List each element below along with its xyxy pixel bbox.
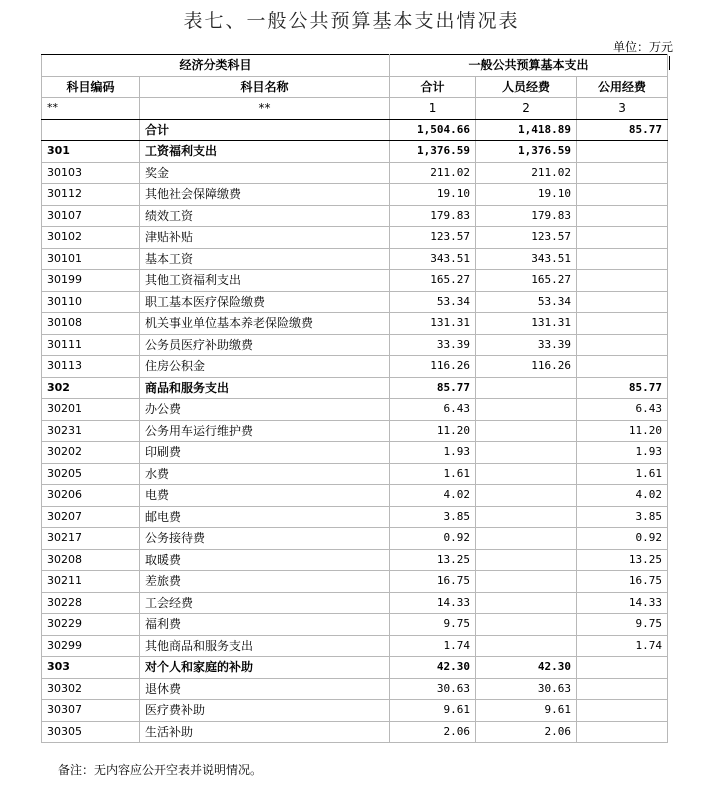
code-column-header: 科目编码 — [42, 76, 140, 98]
row-personnel — [476, 635, 577, 657]
row-personnel: 211.02 — [476, 162, 577, 184]
row-public — [577, 227, 668, 249]
row-total: 3.85 — [390, 506, 476, 528]
table-row — [42, 291, 668, 313]
row-total: 1,504.66 — [390, 119, 476, 141]
row-code: 30307 — [42, 700, 140, 722]
row-total: 11.20 — [390, 420, 476, 442]
code-marker: ** — [42, 98, 140, 120]
budget-table — [41, 54, 668, 743]
row-code: 30305 — [42, 721, 140, 743]
total-column-header: 合计 — [390, 76, 476, 98]
row-name: 差旅费 — [140, 571, 390, 593]
row-name: 津贴补贴 — [140, 227, 390, 249]
row-total: 1.74 — [390, 635, 476, 657]
row-code: 30208 — [42, 549, 140, 571]
row-personnel — [476, 549, 577, 571]
row-total: 123.57 — [390, 227, 476, 249]
row-personnel: 2.06 — [476, 721, 577, 743]
row-public: 6.43 — [577, 399, 668, 421]
row-name: 办公费 — [140, 399, 390, 421]
table-row — [42, 227, 668, 249]
table-row — [42, 334, 668, 356]
row-code: 30205 — [42, 463, 140, 485]
table-row — [42, 248, 668, 270]
row-personnel: 42.30 — [476, 657, 577, 679]
row-name: 公务接待费 — [140, 528, 390, 550]
row-name: 水费 — [140, 463, 390, 485]
row-personnel — [476, 399, 577, 421]
row-code: 303 — [42, 657, 140, 679]
row-code: 30211 — [42, 571, 140, 593]
row-personnel — [476, 506, 577, 528]
row-total: 1.61 — [390, 463, 476, 485]
row-public — [577, 205, 668, 227]
row-public: 3.85 — [577, 506, 668, 528]
row-total: 14.33 — [390, 592, 476, 614]
row-personnel: 131.31 — [476, 313, 577, 335]
row-public — [577, 162, 668, 184]
table-row — [42, 162, 668, 184]
row-code: 30228 — [42, 592, 140, 614]
row-code: 30107 — [42, 205, 140, 227]
row-total: 53.34 — [390, 291, 476, 313]
row-personnel: 116.26 — [476, 356, 577, 378]
row-total: 179.83 — [390, 205, 476, 227]
row-total: 42.30 — [390, 657, 476, 679]
row-total: 9.61 — [390, 700, 476, 722]
row-public: 4.02 — [577, 485, 668, 507]
budget-group-header: 一般公共预算基本支出 — [390, 55, 668, 77]
row-name: 公务员医疗补助缴费 — [140, 334, 390, 356]
table-row — [42, 549, 668, 571]
row-total: 1,376.59 — [390, 141, 476, 163]
row-personnel: 19.10 — [476, 184, 577, 206]
row-public — [577, 248, 668, 270]
row-total: 165.27 — [390, 270, 476, 292]
row-public: 1.74 — [577, 635, 668, 657]
row-personnel — [476, 528, 577, 550]
table-row — [42, 528, 668, 550]
row-total: 116.26 — [390, 356, 476, 378]
table-row — [42, 442, 668, 464]
row-personnel — [476, 614, 577, 636]
row-code: 30112 — [42, 184, 140, 206]
row-personnel: 1,376.59 — [476, 141, 577, 163]
row-code: 30217 — [42, 528, 140, 550]
row-name: 其他工资福利支出 — [140, 270, 390, 292]
row-code: 30229 — [42, 614, 140, 636]
row-public — [577, 141, 668, 163]
row-public — [577, 678, 668, 700]
name-marker: ** — [140, 98, 390, 120]
row-personnel: 343.51 — [476, 248, 577, 270]
table-row — [42, 313, 668, 335]
row-public: 11.20 — [577, 420, 668, 442]
row-name: 其他社会保障缴费 — [140, 184, 390, 206]
table-row — [42, 657, 668, 679]
row-total: 9.75 — [390, 614, 476, 636]
row-name: 绩效工资 — [140, 205, 390, 227]
row-personnel: 179.83 — [476, 205, 577, 227]
row-public: 85.77 — [577, 119, 668, 141]
row-name: 职工基本医疗保险缴费 — [140, 291, 390, 313]
row-code: 30231 — [42, 420, 140, 442]
row-code: 30206 — [42, 485, 140, 507]
row-personnel: 53.34 — [476, 291, 577, 313]
table-row — [42, 356, 668, 378]
row-name: 合计 — [140, 119, 390, 141]
footnote: 备注：无内容应公开空表并说明情况。 — [58, 763, 263, 777]
row-code: 30201 — [42, 399, 140, 421]
row-code: 30102 — [42, 227, 140, 249]
row-total: 19.10 — [390, 184, 476, 206]
row-personnel — [476, 485, 577, 507]
table-row — [42, 463, 668, 485]
text-cursor — [669, 56, 670, 70]
row-code: 30103 — [42, 162, 140, 184]
row-code: 30108 — [42, 313, 140, 335]
row-personnel: 33.39 — [476, 334, 577, 356]
row-total: 2.06 — [390, 721, 476, 743]
row-personnel — [476, 463, 577, 485]
table-row — [42, 571, 668, 593]
row-total: 131.31 — [390, 313, 476, 335]
row-name: 福利费 — [140, 614, 390, 636]
row-name: 住房公积金 — [140, 356, 390, 378]
row-personnel — [476, 571, 577, 593]
row-code: 30207 — [42, 506, 140, 528]
table-row — [42, 141, 668, 163]
row-name: 对个人和家庭的补助 — [140, 657, 390, 679]
row-personnel: 9.61 — [476, 700, 577, 722]
row-public: 1.61 — [577, 463, 668, 485]
row-total: 16.75 — [390, 571, 476, 593]
row-public — [577, 184, 668, 206]
row-public — [577, 657, 668, 679]
row-public — [577, 700, 668, 722]
row-public: 13.25 — [577, 549, 668, 571]
row-public: 14.33 — [577, 592, 668, 614]
row-name: 取暖费 — [140, 549, 390, 571]
row-total: 6.43 — [390, 399, 476, 421]
row-public: 85.77 — [577, 377, 668, 399]
row-code: 30299 — [42, 635, 140, 657]
row-name: 工会经费 — [140, 592, 390, 614]
row-personnel: 123.57 — [476, 227, 577, 249]
table-row — [42, 377, 668, 399]
row-personnel: 30.63 — [476, 678, 577, 700]
row-public — [577, 334, 668, 356]
table-row — [42, 119, 668, 141]
row-public: 9.75 — [577, 614, 668, 636]
row-code: 30110 — [42, 291, 140, 313]
row-public — [577, 270, 668, 292]
row-name: 印刷费 — [140, 442, 390, 464]
row-personnel — [476, 442, 577, 464]
row-name: 公务用车运行维护费 — [140, 420, 390, 442]
index-3: 3 — [577, 98, 668, 120]
row-total: 0.92 — [390, 528, 476, 550]
row-public: 1.93 — [577, 442, 668, 464]
table-row — [42, 184, 668, 206]
row-name: 医疗费补助 — [140, 700, 390, 722]
row-code: 30101 — [42, 248, 140, 270]
table-row — [42, 506, 668, 528]
row-code: 30302 — [42, 678, 140, 700]
index-2: 2 — [476, 98, 577, 120]
table-row — [42, 205, 668, 227]
table-row — [42, 678, 668, 700]
row-name: 退休费 — [140, 678, 390, 700]
row-personnel — [476, 377, 577, 399]
public-column-header: 公用经费 — [577, 76, 668, 98]
table-row — [42, 270, 668, 292]
table-row — [42, 592, 668, 614]
row-name: 奖金 — [140, 162, 390, 184]
row-code: 30202 — [42, 442, 140, 464]
row-total: 85.77 — [390, 377, 476, 399]
row-personnel — [476, 420, 577, 442]
row-total: 211.02 — [390, 162, 476, 184]
row-public — [577, 313, 668, 335]
row-total: 30.63 — [390, 678, 476, 700]
table-row — [42, 700, 668, 722]
row-code: 302 — [42, 377, 140, 399]
row-code: 30113 — [42, 356, 140, 378]
row-total: 1.93 — [390, 442, 476, 464]
page-title: 表七、一般公共预算基本支出情况表 — [183, 10, 520, 32]
row-name: 商品和服务支出 — [140, 377, 390, 399]
row-name: 电费 — [140, 485, 390, 507]
row-personnel — [476, 592, 577, 614]
table-row — [42, 721, 668, 743]
unit-label: 单位：万元 — [612, 40, 673, 54]
row-public — [577, 291, 668, 313]
row-name: 邮电费 — [140, 506, 390, 528]
row-personnel: 1,418.89 — [476, 119, 577, 141]
table-body — [42, 119, 668, 743]
row-public: 16.75 — [577, 571, 668, 593]
row-personnel: 165.27 — [476, 270, 577, 292]
table-row — [42, 399, 668, 421]
table-row — [42, 485, 668, 507]
row-name: 生活补助 — [140, 721, 390, 743]
table-row — [42, 614, 668, 636]
row-total: 33.39 — [390, 334, 476, 356]
row-total: 343.51 — [390, 248, 476, 270]
row-code: 30111 — [42, 334, 140, 356]
name-column-header: 科目名称 — [140, 76, 390, 98]
row-name: 基本工资 — [140, 248, 390, 270]
row-public: 0.92 — [577, 528, 668, 550]
table-row — [42, 635, 668, 657]
row-name: 工资福利支出 — [140, 141, 390, 163]
row-code: 30199 — [42, 270, 140, 292]
row-name: 其他商品和服务支出 — [140, 635, 390, 657]
personnel-column-header: 人员经费 — [476, 76, 577, 98]
row-public — [577, 721, 668, 743]
row-public — [577, 356, 668, 378]
row-code — [42, 119, 140, 141]
row-name: 机关事业单位基本养老保险缴费 — [140, 313, 390, 335]
index-1: 1 — [390, 98, 476, 120]
row-total: 4.02 — [390, 485, 476, 507]
row-code: 301 — [42, 141, 140, 163]
econ-class-header: 经济分类科目 — [42, 55, 390, 77]
row-total: 13.25 — [390, 549, 476, 571]
table-row — [42, 420, 668, 442]
